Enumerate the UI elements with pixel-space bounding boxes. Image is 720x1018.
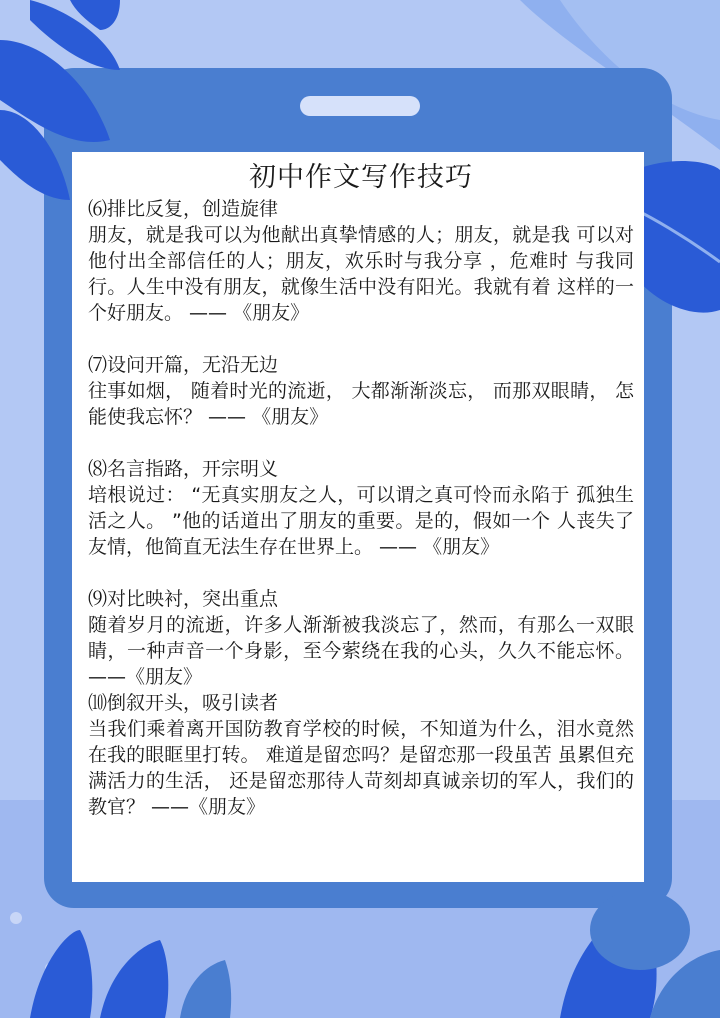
- section-body: 随着岁月的流逝，许多人渐渐被我淡忘了，然而，有那么一双眼睛，一种声音一个身影，至今萦绕在我的心头，久久不能忘怀。 ——《朋友》: [88, 614, 634, 688]
- section-body: 朋友，就是我可以为他献出真挚情感的人；朋友，就是我 可以对他付出全部信任的人；朋友，欢乐时与我分享 ，危难时 与我同行。人生中没有朋友，就像生活中没有阳光。我就有着 这样的一个好朋友。 —— 《朋友》: [88, 224, 634, 324]
- camera-slot: [300, 96, 420, 116]
- section-heading: ⑺设问开篇，无沿无边: [88, 354, 279, 376]
- section-spacer: [88, 560, 634, 586]
- document-card: [72, 152, 644, 882]
- section-parallelism: [88, 196, 634, 326]
- section-body: 培根说过： “无真实朋友之人，可以谓之真可怜而永陷于 孤独生活之人。 ”他的话道出了朋友的重要。是的，假如一个 人丧失了友情，他简直无法生存在世界上。 —— 《朋友》: [88, 484, 634, 558]
- section-heading: ⑼对比映衬，突出重点: [88, 588, 279, 610]
- section-spacer: [88, 430, 634, 456]
- section-spacer: [88, 326, 634, 352]
- section-flashback: [88, 690, 634, 820]
- page-title: 初中作文写作技巧: [249, 162, 473, 193]
- section-rhetorical-question: [88, 352, 634, 430]
- section-heading: ⑹排比反复，创造旋律: [88, 198, 279, 220]
- section-heading: ⑽倒叙开头，吸引读者: [88, 692, 279, 714]
- section-body: 当我们乘着离开国防教育学校的时候，不知道为什么，泪水竟然在我的眼眶里打转。 难道是留恋吗？是留恋那一段虽苦 虽累但充满活力的生活， 还是留恋那待人苛刻却真诚亲切的军人，我们的教官？ ——《朋友》: [88, 718, 634, 818]
- section-body: 往事如烟， 随着时光的流逝， 大都渐渐淡忘， 而那双眼睛， 怎能使我忘怀？ —— 《朋友》: [88, 380, 634, 428]
- section-contrast: [88, 586, 634, 690]
- section-heading: ⑻名言指路，开宗明义: [88, 458, 279, 480]
- section-quote-opening: [88, 456, 634, 560]
